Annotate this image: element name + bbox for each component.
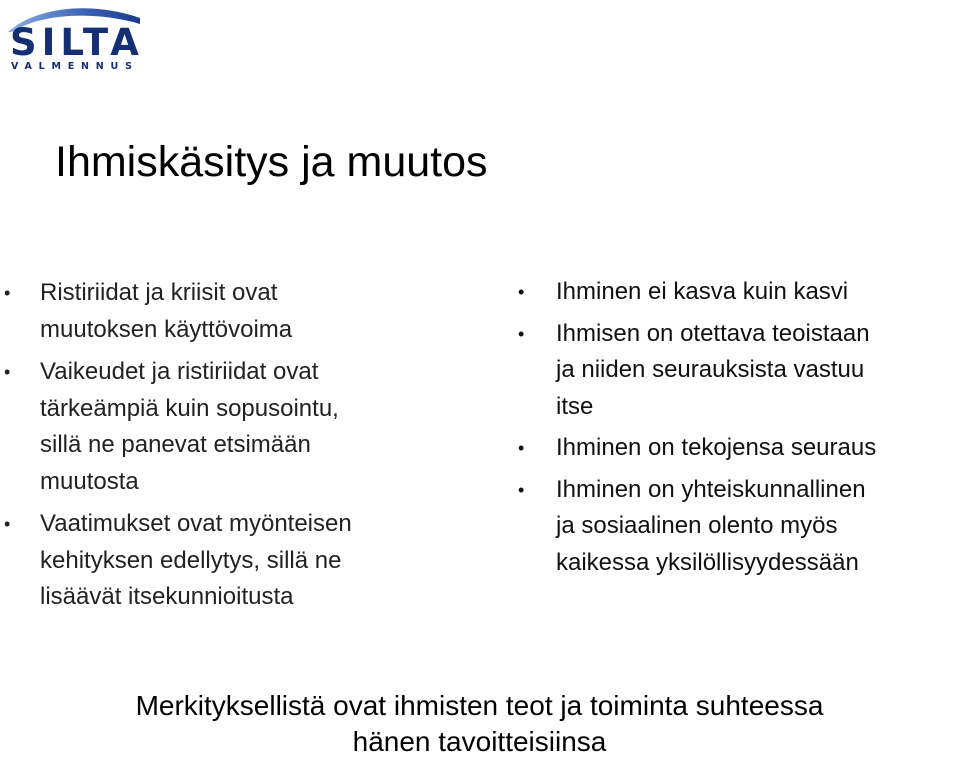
right-bullet-text: Ihminen ei kasva kuin kasvi xyxy=(556,278,849,305)
slide-footer: Merkityksellistä ovat ihmisten teot ja toiminta suhteessa hänen tavoitteisiinsa xyxy=(135,690,824,757)
bullet-icon: • xyxy=(4,362,11,382)
left-bullet-item xyxy=(0,506,470,616)
logo-subtitle: VALMENNUS xyxy=(11,61,139,72)
bullet-icon: • xyxy=(518,438,525,458)
right-bullet-text: Ihminen on tekojensa seuraus xyxy=(556,434,877,461)
left-bullet-list xyxy=(0,275,470,622)
bullet-icon: • xyxy=(518,323,525,344)
silta-logo xyxy=(4,2,144,76)
left-bullet-item xyxy=(0,275,470,348)
left-bullet-item xyxy=(0,354,470,500)
bullet-icon: • xyxy=(4,283,11,303)
left-bullet-text: Vaatimukset ovat myönteisen kehityksen edellytys, sillä ne lisäävät itsekunnioitusta xyxy=(40,510,352,610)
logo-wordmark: SILTA xyxy=(10,21,144,64)
bullet-icon: • xyxy=(518,282,525,302)
right-bullet-item xyxy=(510,430,959,467)
right-bullet-item xyxy=(510,316,959,426)
right-bullet-item xyxy=(510,472,959,582)
left-bullet-text: Ristiriidat ja kriisit ovat muutoksen käyttövoima xyxy=(40,279,293,343)
right-bullet-text: Ihmisen on otettava teoistaan ja niiden seurauksista vastuu itse xyxy=(556,319,870,420)
right-bullet-item xyxy=(510,274,959,311)
left-bullet-text: Vaikeudet ja ristiriidat ovat tärkeämpiä kuin sopusointu, sillä ne panevat etsimään muutosta xyxy=(40,358,339,495)
bullet-icon: • xyxy=(518,479,525,500)
slide-title: Ihmiskäsitys ja muutos xyxy=(55,138,488,186)
right-bullet-list xyxy=(510,274,959,586)
right-bullet-text: Ihminen on yhteiskunnallinen ja sosiaalinen olento myös kaikessa yksilöllisyydessään xyxy=(556,475,866,576)
bullet-icon: • xyxy=(4,514,11,534)
